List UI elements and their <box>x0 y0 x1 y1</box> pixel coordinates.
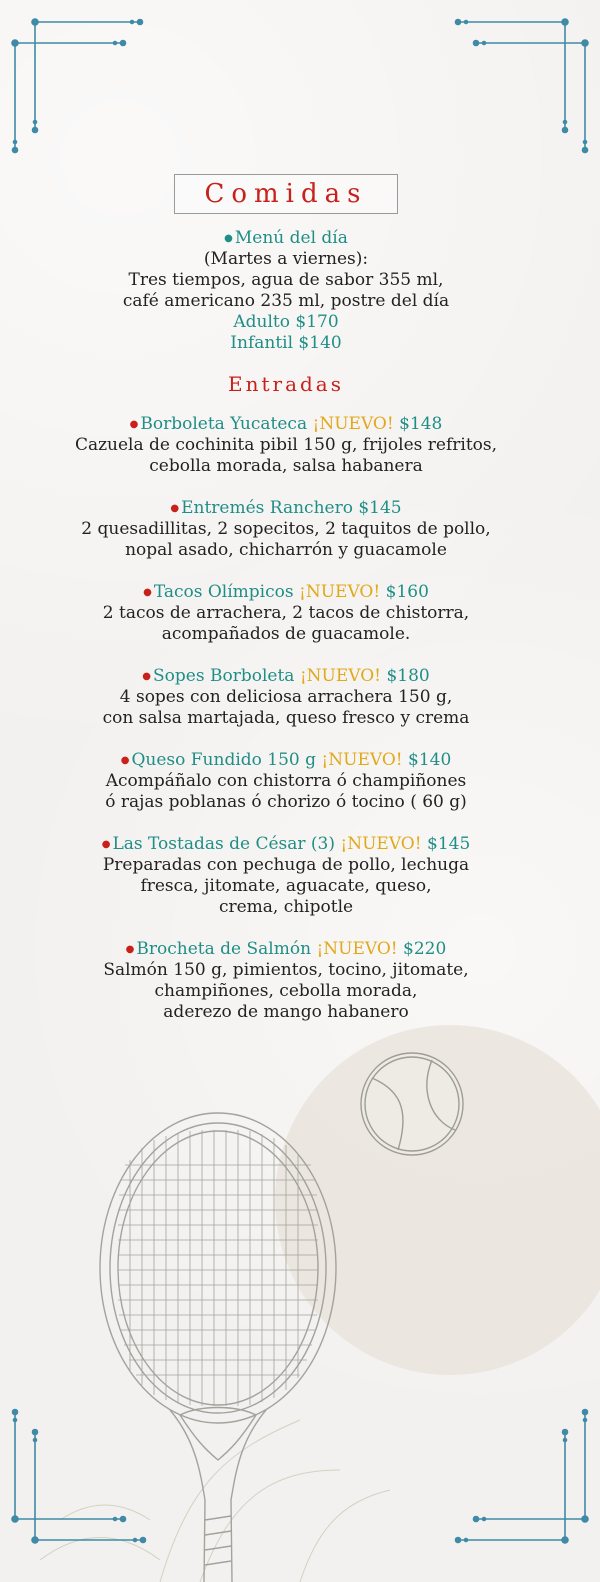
item-description-line: nopal asado, chicharrón y guacamole <box>125 540 447 560</box>
item-description-line: 2 tacos de arrachera, 2 tacos de chistorra, <box>102 603 470 623</box>
item-description-line: ó rajas poblanas ó chorizo ó tocino ( 60 g) <box>105 792 467 812</box>
item-name: Borboleta Yucateca <box>140 414 308 434</box>
item-price: $145 <box>427 834 471 854</box>
item-description-line: cebolla morada, salsa habanera <box>149 456 423 476</box>
item-name: Sopes Borboleta <box>153 666 295 686</box>
new-badge: ¡NUEVO! <box>299 582 381 602</box>
item-price: $220 <box>403 939 447 959</box>
item-name: Tacos Olímpicos <box>153 582 294 602</box>
item-description-line: Salmón 150 g, pimientos, tocino, jitomate, <box>103 960 469 980</box>
item-price: $140 <box>408 750 452 770</box>
page-title-box <box>174 174 398 214</box>
item-description-line: fresca, jitomate, aguacate, queso, <box>140 876 432 896</box>
item-description-line: Preparadas con pechuga de pollo, lechuga <box>102 855 470 875</box>
item-description-line: con salsa martajada, queso fresco y crema <box>102 708 470 728</box>
bullet-icon: ● <box>125 944 135 955</box>
tennis-ball-illustration <box>361 1053 463 1155</box>
section-title-entradas: Entradas <box>228 372 344 396</box>
new-badge: ¡NUEVO! <box>312 414 394 434</box>
menu-item <box>0 750 572 813</box>
item-description-line: Cazuela de cochinita pibil 150 g, frijoles refritos, <box>74 435 498 455</box>
menu-del-dia-block <box>0 228 572 354</box>
item-name: Las Tostadas de César (3) <box>112 834 335 854</box>
item-price: $148 <box>399 414 443 434</box>
menu-del-dia-title: ● Menú del día <box>224 228 348 248</box>
item-description-line: Acompáñalo con chistorra ó champiñones <box>105 771 467 791</box>
new-badge: ¡NUEVO! <box>299 666 382 686</box>
bullet-icon: ● <box>120 755 130 766</box>
new-badge: ¡NUEVO! <box>340 834 422 854</box>
bullet-icon: ● <box>129 419 139 430</box>
menu-item <box>0 498 572 561</box>
menu-del-dia-desc-2: café americano 235 ml, postre del día <box>122 291 450 311</box>
item-price: $160 <box>385 582 429 602</box>
menu-del-dia-schedule: (Martes a viernes): <box>203 249 369 269</box>
bullet-icon: ● <box>224 233 233 244</box>
new-badge: ¡NUEVO! <box>316 939 398 959</box>
menu-item <box>0 414 572 477</box>
item-description-line: 4 sopes con deliciosa arrachera 150 g, <box>119 687 453 707</box>
menu-item <box>0 834 572 918</box>
menu-item <box>0 582 572 645</box>
item-description-line: crema, chipotle <box>218 897 354 917</box>
bullet-icon: ● <box>142 671 152 682</box>
item-name: Entremés Ranchero $145 <box>181 498 402 518</box>
item-description-line: aderezo de mango habanero <box>163 1002 409 1022</box>
new-badge: ¡NUEVO! <box>321 750 403 770</box>
item-description-line: champiñones, cebolla morada, <box>154 981 418 1001</box>
bullet-icon: ● <box>101 839 111 850</box>
bullet-icon: ● <box>143 587 152 598</box>
bullet-icon: ● <box>170 503 180 514</box>
palm-leaf-illustration <box>40 1420 390 1582</box>
item-name: Queso Fundido 150 g <box>131 750 317 770</box>
item-description-line: 2 quesadillitas, 2 sopecitos, 2 taquitos de pollo, <box>81 519 491 539</box>
menu-item <box>0 666 572 729</box>
menu-del-dia-desc-1: Tres tiempos, agua de sabor 355 ml, <box>128 270 444 290</box>
item-price: $180 <box>386 666 430 686</box>
item-description-line: acompañados de guacamole. <box>161 624 411 644</box>
menu-item <box>0 939 572 1023</box>
item-name: Brocheta de Salmón <box>136 939 312 959</box>
menu-del-dia-child-price: Infantil $140 <box>230 333 342 353</box>
page-title: Comidas <box>204 179 368 209</box>
menu-del-dia-adult-price: Adulto $170 <box>233 312 339 332</box>
